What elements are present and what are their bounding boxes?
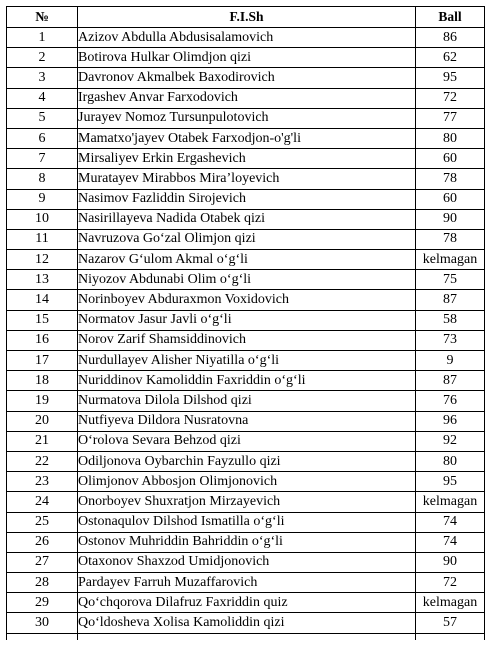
student-ball: 60 xyxy=(416,149,485,169)
student-ball: 77 xyxy=(416,108,485,128)
table-row xyxy=(7,209,485,229)
table-body xyxy=(7,28,485,640)
table-row xyxy=(7,552,485,572)
student-name: Onorboyev Shuxratjon Mirzayevich xyxy=(78,492,416,512)
student-name: Olimjonov Abbosjon Olimjonovich xyxy=(78,472,416,492)
row-number: 18 xyxy=(7,371,78,391)
row-number: 25 xyxy=(7,512,78,532)
student-ball: 78 xyxy=(416,229,485,249)
student-ball: 90 xyxy=(416,209,485,229)
student-ball: 73 xyxy=(416,330,485,350)
student-name: Ostonaqulov Dilshod Ismatilla o‘g‘li xyxy=(78,512,416,532)
student-name: O‘rolova Sevara Behzod qizi xyxy=(78,431,416,451)
row-number: 15 xyxy=(7,310,78,330)
row-number: 13 xyxy=(7,270,78,290)
row-number: 4 xyxy=(7,88,78,108)
student-ball: 72 xyxy=(416,88,485,108)
student-ball: kelmagan xyxy=(416,250,485,270)
row-number: 16 xyxy=(7,330,78,350)
row-number: 1 xyxy=(7,28,78,48)
row-number: 12 xyxy=(7,250,78,270)
row-number: 14 xyxy=(7,290,78,310)
table-row xyxy=(7,128,485,148)
table-row xyxy=(7,451,485,471)
table-row xyxy=(7,68,485,88)
student-ball: 62 xyxy=(416,48,485,68)
row-number: 21 xyxy=(7,431,78,451)
student-ball: 92 xyxy=(416,431,485,451)
student-name: Qo‘chqorova Dilafruz Faxriddin quiz xyxy=(78,593,416,613)
table-row xyxy=(7,310,485,330)
student-name: Nuriddinov Kamoliddin Faxriddin o‘g‘li xyxy=(78,371,416,391)
empty-cell xyxy=(78,633,416,640)
student-ball: 60 xyxy=(416,189,485,209)
row-number: 11 xyxy=(7,229,78,249)
student-name: Norov Zarif Shamsiddinovich xyxy=(78,330,416,350)
student-ball: 9 xyxy=(416,351,485,371)
empty-cell xyxy=(7,633,78,640)
table-row xyxy=(7,88,485,108)
student-ball: 58 xyxy=(416,310,485,330)
student-name: Norinboyev Abduraxmon Voxidovich xyxy=(78,290,416,310)
student-name: Nurdullayev Alisher Niyatilla o‘g‘li xyxy=(78,351,416,371)
student-ball: 87 xyxy=(416,371,485,391)
student-ball: kelmagan xyxy=(416,593,485,613)
table-row xyxy=(7,330,485,350)
table-row xyxy=(7,492,485,512)
row-number: 27 xyxy=(7,552,78,572)
table-row xyxy=(7,472,485,492)
table-row xyxy=(7,169,485,189)
row-number: 17 xyxy=(7,351,78,371)
student-name: Navruzova Go‘zal Olimjon qizi xyxy=(78,229,416,249)
header-number: № xyxy=(7,7,78,28)
table-row xyxy=(7,371,485,391)
table-row xyxy=(7,391,485,411)
table-row xyxy=(7,512,485,532)
student-name: Nasirillayeva Nadida Otabek qizi xyxy=(78,209,416,229)
table-row xyxy=(7,351,485,371)
header-ball: Ball xyxy=(416,7,485,28)
row-number: 28 xyxy=(7,573,78,593)
row-number: 30 xyxy=(7,613,78,633)
row-number: 5 xyxy=(7,108,78,128)
row-number: 7 xyxy=(7,149,78,169)
table-row xyxy=(7,189,485,209)
student-name: Mirsaliyev Erkin Ergashevich xyxy=(78,149,416,169)
table-row xyxy=(7,593,485,613)
student-name: Davronov Akmalbek Baxodirovich xyxy=(78,68,416,88)
grades-sheet xyxy=(6,6,484,640)
table-row xyxy=(7,149,485,169)
student-ball: 90 xyxy=(416,552,485,572)
student-name: Botirova Hulkar Olimdjon qizi xyxy=(78,48,416,68)
student-ball: 87 xyxy=(416,290,485,310)
table-header xyxy=(7,7,485,28)
student-ball: 80 xyxy=(416,451,485,471)
student-ball: 57 xyxy=(416,613,485,633)
row-number: 2 xyxy=(7,48,78,68)
student-ball: 78 xyxy=(416,169,485,189)
empty-cell xyxy=(416,633,485,640)
student-name: Niyozov Abdunabi Olim o‘g‘li xyxy=(78,270,416,290)
row-number: 23 xyxy=(7,472,78,492)
student-name: Pardayev Farruh Muzaffarovich xyxy=(78,573,416,593)
student-name: Nazarov G‘ulom Akmal o‘g‘li xyxy=(78,250,416,270)
row-number: 9 xyxy=(7,189,78,209)
student-name: Nasimov Fazliddin Sirojevich xyxy=(78,189,416,209)
table-row xyxy=(7,613,485,633)
row-number: 24 xyxy=(7,492,78,512)
student-name: Nurmatova Dilola Dilshod qizi xyxy=(78,391,416,411)
table-row xyxy=(7,573,485,593)
row-number: 19 xyxy=(7,391,78,411)
table-row xyxy=(7,229,485,249)
student-name: Azizov Abdulla Abdusisalamovich xyxy=(78,28,416,48)
row-number: 10 xyxy=(7,209,78,229)
student-ball: kelmagan xyxy=(416,492,485,512)
student-ball: 95 xyxy=(416,472,485,492)
student-name: Nutfiyeva Dildora Nusratovna xyxy=(78,411,416,431)
student-name: Jurayev Nomoz Tursunpulotovich xyxy=(78,108,416,128)
student-name: Muratayev Mirabbos Mira’loyevich xyxy=(78,169,416,189)
table-row-cut-off xyxy=(7,633,485,640)
row-number: 8 xyxy=(7,169,78,189)
row-number: 22 xyxy=(7,451,78,471)
grades-table xyxy=(6,6,485,640)
table-row xyxy=(7,290,485,310)
student-ball: 76 xyxy=(416,391,485,411)
row-number: 6 xyxy=(7,128,78,148)
student-ball: 75 xyxy=(416,270,485,290)
table-row xyxy=(7,108,485,128)
row-number: 26 xyxy=(7,532,78,552)
table-row xyxy=(7,28,485,48)
student-ball: 74 xyxy=(416,512,485,532)
student-ball: 86 xyxy=(416,28,485,48)
row-number: 3 xyxy=(7,68,78,88)
table-row xyxy=(7,532,485,552)
student-name: Odiljonova Oybarchin Fayzullo qizi xyxy=(78,451,416,471)
header-full-name: F.I.Sh xyxy=(78,7,416,28)
row-number: 20 xyxy=(7,411,78,431)
student-name: Otaxonov Shaxzod Umidjonovich xyxy=(78,552,416,572)
student-name: Normatov Jasur Javli o‘g‘li xyxy=(78,310,416,330)
student-ball: 74 xyxy=(416,532,485,552)
row-number: 29 xyxy=(7,593,78,613)
table-row xyxy=(7,250,485,270)
student-name: Irgashev Anvar Farxodovich xyxy=(78,88,416,108)
header-row xyxy=(7,7,485,28)
student-ball: 72 xyxy=(416,573,485,593)
student-name: Qo‘ldosheva Xolisa Kamoliddin qizi xyxy=(78,613,416,633)
student-name: Ostonov Muhriddin Bahriddin o‘g‘li xyxy=(78,532,416,552)
student-ball: 96 xyxy=(416,411,485,431)
student-ball: 80 xyxy=(416,128,485,148)
table-row xyxy=(7,431,485,451)
student-ball: 95 xyxy=(416,68,485,88)
table-row xyxy=(7,411,485,431)
table-row xyxy=(7,48,485,68)
student-name: Mamatxo'jayev Otabek Farxodjon-o'g'li xyxy=(78,128,416,148)
table-row xyxy=(7,270,485,290)
